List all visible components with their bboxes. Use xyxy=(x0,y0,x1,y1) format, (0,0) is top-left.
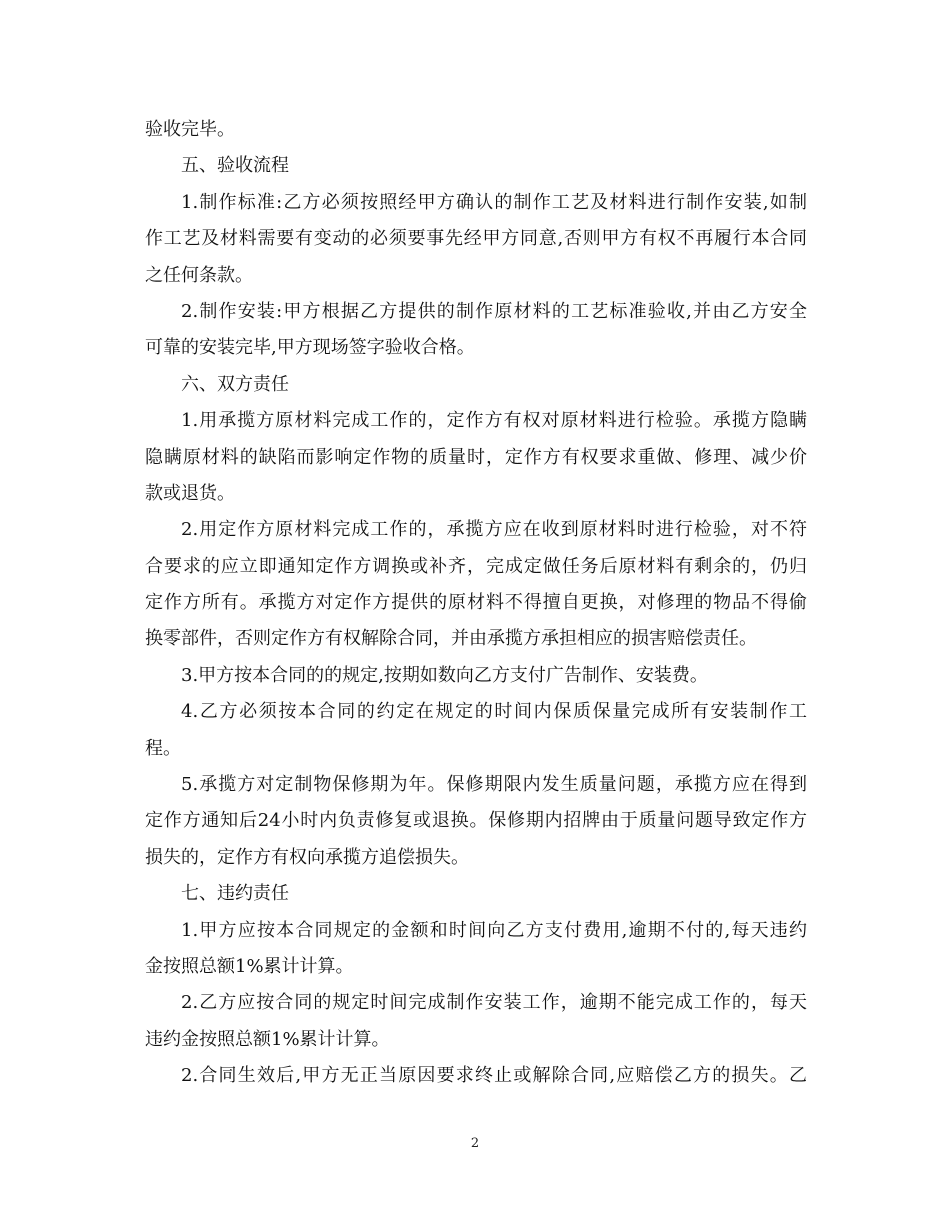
text-line: 合要求的应立即通知定作方调换或补齐，完成定做任务后原材料有剩余的，仍归 xyxy=(145,555,807,577)
text-line: 可靠的安装完毕,甲方现场签字验收合格。 xyxy=(145,337,475,359)
text-line: 4.乙方必须按本合同的约定在规定的时间内保质保量完成所有安装制作工 xyxy=(181,701,807,723)
text-line: 1.制作标准:乙方必须按照经甲方确认的制作工艺及材料进行制作安装,如制 xyxy=(181,191,807,213)
text-line: 损失的，定作方有权向承揽方追偿损失。 xyxy=(145,846,469,868)
text-line: 换零部件，否则定作方有权解除合同，并由承揽方承担相应的损害赔偿责任。 xyxy=(145,628,757,650)
text-line: 1.甲方应按本合同规定的金额和时间向乙方支付费用,逾期不付的,每天违约 xyxy=(181,919,807,941)
text-line: 2.合同生效后,甲方无正当原因要求终止或解除合同,应赔偿乙方的损失。乙 xyxy=(181,1065,807,1087)
text-line: 定作方所有。承揽方对定作方提供的原材料不得擅自更换，对修理的物品不得偷 xyxy=(145,592,807,614)
text-line: 定作方通知后24小时内负责修复或退换。保修期内招牌由于质量问题导致定作方 xyxy=(145,810,807,832)
text-line: 金按照总额1%累计计算。 xyxy=(145,955,354,977)
section-heading: 六、双方责任 xyxy=(181,373,289,395)
text-line: 3.甲方按本合同的的规定,按期如数向乙方支付广告制作、安装费。 xyxy=(181,664,708,686)
text-line: 2.用定作方原材料完成工作的，承揽方应在收到原材料时进行检验，对不符 xyxy=(181,519,807,541)
text-line: 款或退货。 xyxy=(145,482,235,504)
text-line: 之任何条款。 xyxy=(145,264,253,286)
document-body xyxy=(145,112,807,1095)
page-number: 2 xyxy=(470,1136,480,1151)
text-line: 1.用承揽方原材料完成工作的，定作方有权对原材料进行检验。承揽方隐瞒 xyxy=(181,410,807,432)
section-heading: 五、验收流程 xyxy=(181,155,289,177)
text-line: 隐瞒原材料的缺陷而影响定作物的质量时，定作方有权要求重做、修理、减少价 xyxy=(145,446,807,468)
text-line: 作工艺及材料需要有变动的必须要事先经甲方同意,否则甲方有权不再履行本合同 xyxy=(145,228,807,250)
text-line: 验收完毕。 xyxy=(145,119,235,140)
section-heading: 七、违约责任 xyxy=(181,883,289,905)
text-line: 2.乙方应按合同的规定时间完成制作安装工作，逾期不能完成工作的，每天 xyxy=(181,992,807,1014)
text-line: 5.承揽方对定制物保修期为年。保修期限内发生质量问题，承揽方应在得到 xyxy=(181,774,807,796)
text-line: 违约金按照总额1%累计计算。 xyxy=(145,1028,390,1050)
text-line: 程。 xyxy=(145,737,181,759)
text-line: 2.制作安装:甲方根据乙方提供的制作原材料的工艺标准验收,并由乙方安全 xyxy=(181,300,807,322)
